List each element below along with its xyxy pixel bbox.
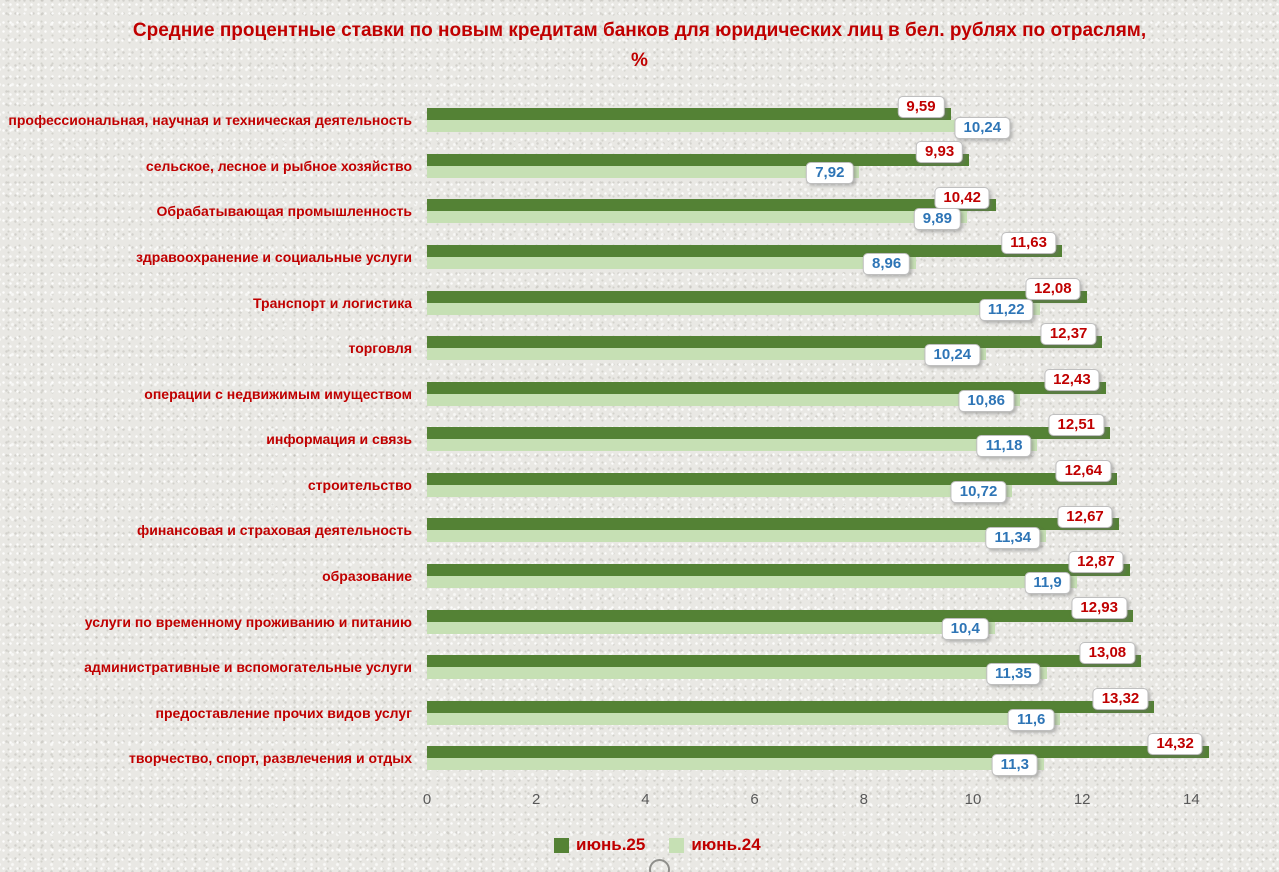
x-tick: 12 [1073,791,1091,808]
value-label-jun25: 13,32 [1093,688,1149,710]
legend [554,835,785,855]
value-label-jun25: 12,43 [1044,369,1100,391]
bar-jun24 [427,576,1077,588]
value-label-jun25: 12,64 [1056,460,1112,482]
x-tick: 6 [750,791,759,808]
bar-group [0,462,1279,508]
x-tick: 14 [1183,791,1200,808]
value-label-jun24: 10,4 [942,618,989,640]
bar-jun24 [427,622,995,634]
bar-jun25 [427,336,1102,348]
bar-group [0,280,1279,326]
value-label-jun25: 9,59 [897,96,944,118]
value-label-jun25: 10,42 [934,187,990,209]
bar-jun24 [427,667,1047,679]
value-label-jun25: 12,67 [1057,506,1113,528]
category-label: административные и вспомогательные услуги [84,659,412,676]
value-label-jun24: 10,72 [951,481,1007,503]
bar-group [0,644,1279,690]
bar-jun24 [427,211,967,223]
bar-jun24 [427,530,1046,542]
bar-jun24 [427,758,1044,770]
value-label-jun25: 12,37 [1041,323,1097,345]
category-label: образование [322,567,412,584]
category-label: здравоохранение и социальные услуги [135,248,412,265]
value-label-jun25: 13,08 [1080,642,1136,664]
value-label-jun24: 11,3 [992,754,1038,776]
bar-group [0,98,1279,144]
category-label: предоставление прочих видов услуг [155,704,412,721]
bar-jun24 [427,303,1040,315]
category-label: Транспорт и логистика [253,294,412,311]
bar-jun25 [427,199,996,211]
bar-jun25 [427,154,969,166]
value-label-jun25: 11,63 [1001,232,1056,254]
bar-group [0,325,1279,371]
bar-group [0,553,1279,599]
value-label-jun25: 9,93 [916,141,963,163]
value-label-jun25: 12,51 [1048,414,1104,436]
value-label-jun24: 9,89 [914,208,961,230]
bar-group [0,416,1279,462]
bar-jun24 [427,120,986,132]
value-label-jun24: 10,86 [958,390,1014,412]
value-label-jun25: 12,08 [1025,278,1081,300]
bar-jun25 [427,108,951,120]
legend-label-jun24: июнь.24 [691,835,761,854]
value-label-jun24: 11,35 [986,663,1041,685]
x-tick: 2 [532,791,541,808]
category-label: услуги по временному проживанию и питанию [84,613,412,630]
bar-jun25 [427,473,1117,485]
value-label-jun24: 8,96 [863,253,910,275]
bar-group [0,234,1279,280]
bar-jun24 [427,166,859,178]
bar-jun24 [427,394,1020,406]
category-label: строительство [307,476,412,493]
category-label: операции с недвижимым имуществом [144,385,412,402]
bar-group [0,508,1279,554]
x-tick: 10 [964,791,982,808]
bar-group [0,690,1279,736]
value-label-jun24: 10,24 [925,344,981,366]
value-label-jun25: 12,87 [1068,551,1124,573]
x-axis [0,791,1279,811]
legend-swatch-jun25 [554,838,569,853]
bar-group [0,599,1279,645]
category-label: торговля [348,340,412,357]
bar-jun24 [427,485,1012,497]
bar-jun25 [427,610,1133,622]
value-label-jun24: 11,9 [1024,572,1070,594]
bar-jun25 [427,245,1062,257]
value-label-jun24: 7,92 [806,162,853,184]
value-label-jun24: 10,24 [955,117,1011,139]
category-label: сельское, лесное и рыбное хозяйство [145,157,412,174]
value-label-jun25: 14,32 [1147,733,1203,755]
value-label-jun25: 12,93 [1071,597,1127,619]
category-label: профессиональная, научная и техническая деятельность [8,112,412,129]
x-tick: 0 [422,791,432,808]
category-label: финансовая и страховая деятельность [137,522,412,539]
category-label: Обрабатывающая промышленность [156,203,412,220]
legend-swatch-jun24 [669,838,684,853]
bar-group [0,189,1279,235]
x-tick: 8 [859,791,868,808]
value-label-jun24: 11,22 [979,299,1034,321]
category-label: информация и связь [266,431,412,448]
category-label: творчество, спорт, развлечения и отдых [129,750,412,767]
bar-jun24 [427,348,986,360]
bar-group [0,735,1279,781]
value-label-jun24: 11,18 [977,435,1032,457]
bar-jun24 [427,257,916,269]
legend-item-jun25 [554,835,645,855]
bar-jun24 [427,713,1060,725]
chart-title: Средние процентные ставки по новым кредитам банков для юридических лиц в бел. рублях по отраслям, % [132,20,1147,71]
x-tick: 4 [641,791,650,808]
value-label-jun24: 11,34 [985,527,1040,549]
bar-group [0,143,1279,189]
bar-jun25 [427,746,1209,758]
legend-item-jun24 [669,835,760,855]
bar-group [0,371,1279,417]
legend-label-jun25: июнь.25 [576,835,646,854]
bar-jun24 [427,439,1037,451]
value-label-jun24: 11,6 [1008,709,1054,731]
